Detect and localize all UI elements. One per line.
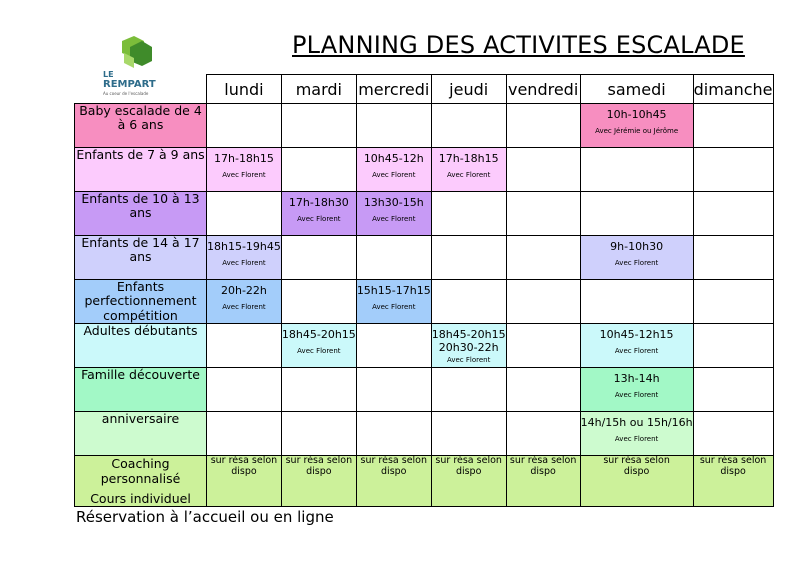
schedule-cell <box>506 368 580 412</box>
schedule-cell <box>693 104 773 148</box>
schedule-cell <box>281 280 356 324</box>
instructor-note: Avec Florent <box>614 259 659 267</box>
schedule-cell <box>431 280 506 324</box>
instructor-note: Avec Florent <box>372 303 416 311</box>
session-time: 10h45-12h15 <box>599 328 674 342</box>
schedule-cell <box>356 324 431 368</box>
schedule-cell <box>281 324 356 368</box>
schedule-cell <box>506 236 580 280</box>
schedule-cell <box>506 192 580 236</box>
schedule-cell <box>356 192 431 236</box>
schedule-cell <box>356 236 431 280</box>
activity-row <box>75 324 774 368</box>
schedule-cell <box>356 280 431 324</box>
coaching-cell <box>281 456 356 507</box>
session-time: 13h-14h <box>613 372 660 386</box>
schedule-cell <box>281 236 356 280</box>
booking-note: dispo <box>455 466 482 478</box>
schedule-cell <box>693 148 773 192</box>
instructor-note: Avec Jérémie ou Jérôme <box>595 127 679 135</box>
activity-label: Adultes débutants <box>75 324 207 368</box>
schedule-cell <box>281 104 356 148</box>
schedule-cell <box>506 104 580 148</box>
schedule-cell <box>580 280 693 324</box>
activity-label: Enfants de 10 à 13 ans <box>75 192 207 236</box>
booking-note: dispo <box>306 466 332 478</box>
instructor-note: Avec Florent <box>297 215 341 223</box>
logo-tagline: Au coeur de l'escalade <box>103 91 149 96</box>
session-time: 13h30-15h <box>363 196 424 209</box>
instructor-note: Avec Florent <box>222 259 266 267</box>
session-time: 20h30-22h <box>438 341 499 355</box>
schedule-cell <box>580 192 693 236</box>
day-header: lundi <box>207 75 282 104</box>
schedule-cell <box>580 324 693 368</box>
instructor-note: Avec Florent <box>614 347 659 356</box>
schedule-cell <box>207 368 282 412</box>
activity-label: Enfants de 14 à 17 ans <box>75 236 207 280</box>
session-time: 17h-18h30 <box>288 196 349 209</box>
schedule-cell <box>693 280 773 324</box>
activity-label: anniversaire <box>75 412 207 456</box>
instructor-note: Avec Florent <box>446 171 491 179</box>
instructor-note: Avec Florent <box>222 303 266 311</box>
activity-row <box>75 148 774 192</box>
activity-label: Enfants perfectionnement compétition <box>75 280 207 324</box>
session-time: 17h-18h15 <box>214 152 274 165</box>
schedule-cell <box>207 280 282 324</box>
instructor-note: Avec Florent <box>372 171 416 179</box>
schedule-cell <box>207 148 282 192</box>
day-header: samedi <box>580 75 693 104</box>
corner-cell <box>75 75 207 104</box>
schedule-cell <box>281 192 356 236</box>
activity-row <box>75 192 774 236</box>
booking-note: dispo <box>720 466 746 478</box>
session-time: 15h15-17h15 <box>356 284 431 297</box>
day-header: mercredi <box>356 75 431 104</box>
coaching-cell <box>207 456 282 507</box>
logo-line2: REMPART <box>103 79 156 90</box>
schedule-cell <box>431 412 506 456</box>
session-time: 10h-10h45 <box>606 108 667 121</box>
activity-label: Famille découverte <box>75 368 207 412</box>
activity-row <box>75 412 774 456</box>
session-time: 18h45-20h15 <box>431 328 506 342</box>
schedule-cell <box>281 368 356 412</box>
schedule-cell <box>356 148 431 192</box>
schedule-cell <box>431 324 506 368</box>
booking-note: sur résa selon <box>360 455 428 467</box>
schedule-cell <box>207 236 282 280</box>
schedule-cell <box>431 104 506 148</box>
coaching-cell <box>431 456 506 507</box>
schedule-cell <box>693 236 773 280</box>
reservation-note: Réservation à l’accueil ou en ligne <box>76 508 334 526</box>
session-time: 14h/15h ou 15h/16h <box>580 416 693 430</box>
schedule-cell <box>506 324 580 368</box>
schedule-cell <box>431 236 506 280</box>
page-title: PLANNING DES ACTIVITES ESCALADE <box>292 31 745 59</box>
coaching-label: Coaching personnalisé <box>100 456 181 486</box>
schedule-cell <box>207 412 282 456</box>
booking-note: sur résa selon <box>699 455 767 467</box>
session-time: 10h45-12h <box>363 152 424 165</box>
booking-note: dispo <box>231 466 257 478</box>
activity-row <box>75 236 774 280</box>
booking-note: sur résa selon <box>285 455 353 467</box>
schedule-cell <box>693 324 773 368</box>
booking-note: sur résa selon <box>210 455 278 467</box>
day-header: jeudi <box>431 75 506 104</box>
schedule-cell <box>281 148 356 192</box>
schedule-cell <box>356 368 431 412</box>
schedule-cell <box>431 368 506 412</box>
instructor-note: Avec Florent <box>222 171 266 179</box>
activity-row <box>75 104 774 148</box>
session-time: 17h-18h15 <box>438 152 499 165</box>
activity-row <box>75 280 774 324</box>
coaching-row <box>75 456 774 507</box>
instructor-note: Avec Florent <box>446 356 491 365</box>
session-time: 18h15-19h45 <box>207 240 281 253</box>
booking-note: dispo <box>623 466 650 478</box>
schedule-cell <box>580 104 693 148</box>
booking-note: sur résa selon <box>435 455 502 467</box>
instructor-note: Avec Florent <box>614 391 659 400</box>
logo-line1: LE <box>103 70 114 79</box>
schedule-cell <box>506 280 580 324</box>
schedule-cell <box>207 104 282 148</box>
coaching-cell <box>580 456 693 507</box>
individual-label: Cours individuel <box>90 490 191 506</box>
day-header: dimanche <box>693 75 773 104</box>
activity-label <box>75 456 207 507</box>
instructor-note: Avec Florent <box>297 347 341 356</box>
schedule-cell <box>580 236 693 280</box>
header-row <box>75 75 774 104</box>
activity-row <box>75 368 774 412</box>
session-time: 20h-22h <box>220 284 267 297</box>
schedule-cell <box>207 192 282 236</box>
instructor-note: Avec Florent <box>614 435 659 444</box>
instructor-note: Avec Florent <box>372 215 416 223</box>
activity-label: Enfants de 7 à 9 ans <box>75 148 207 192</box>
schedule-cell <box>693 412 773 456</box>
schedule-cell <box>506 412 580 456</box>
activity-label: Baby escalade de 4 à 6 ans <box>75 104 207 148</box>
day-header: vendredi <box>506 75 580 104</box>
schedule-cell <box>356 104 431 148</box>
schedule-cell <box>580 368 693 412</box>
session-time: 18h45-20h15 <box>281 328 356 342</box>
booking-note: dispo <box>381 466 407 478</box>
schedule-cell <box>693 192 773 236</box>
booking-note: sur résa selon <box>603 455 670 467</box>
schedule-cell <box>431 148 506 192</box>
schedule-cell <box>506 148 580 192</box>
coaching-cell <box>356 456 431 507</box>
day-header: mardi <box>281 75 356 104</box>
schedule-cell <box>207 324 282 368</box>
booking-note: dispo <box>530 466 556 478</box>
schedule-cell <box>356 412 431 456</box>
schedule-cell <box>693 368 773 412</box>
planning-table <box>74 74 774 507</box>
schedule-cell <box>580 148 693 192</box>
schedule-cell <box>431 192 506 236</box>
coaching-cell <box>693 456 773 507</box>
coaching-cell <box>506 456 580 507</box>
session-time: 9h-10h30 <box>610 240 664 253</box>
booking-note: sur résa selon <box>509 455 577 467</box>
schedule-cell <box>281 412 356 456</box>
schedule-cell <box>580 412 693 456</box>
